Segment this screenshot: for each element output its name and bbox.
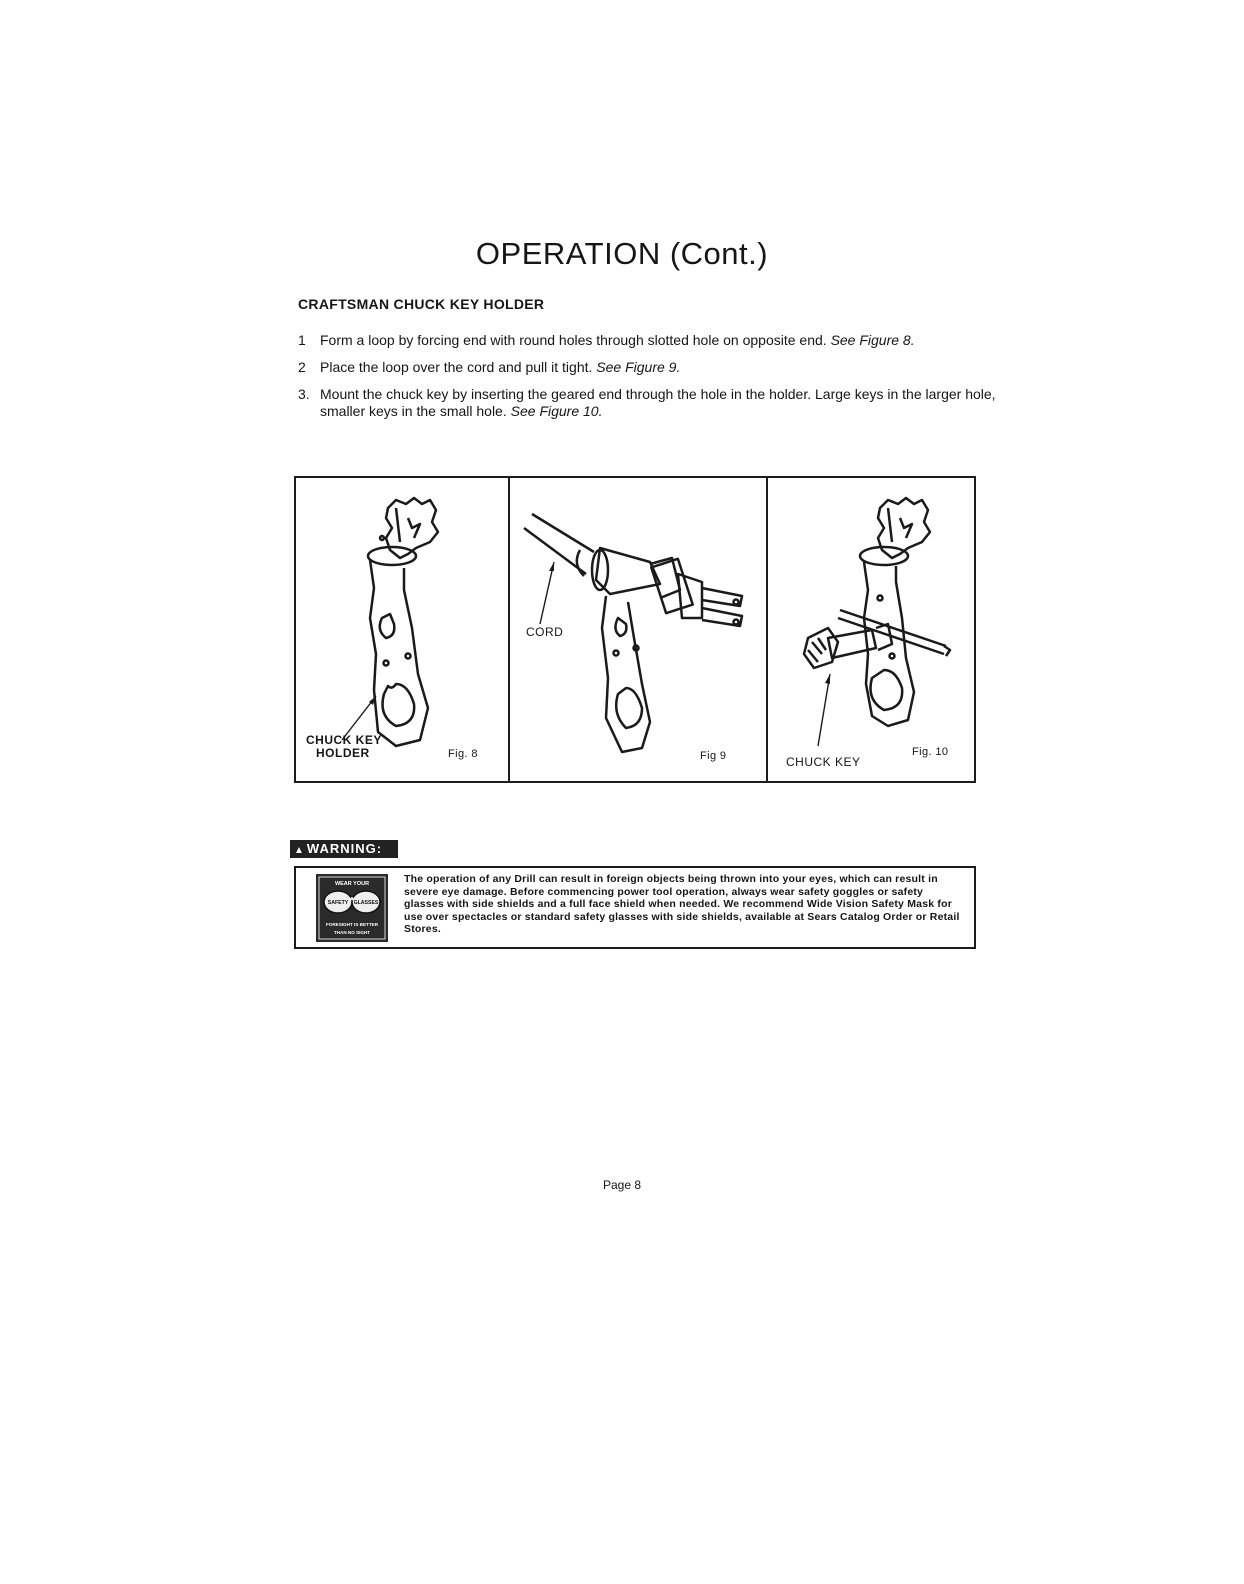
warning-badge bbox=[290, 840, 398, 858]
figure-label: Fig. 8 bbox=[448, 748, 478, 760]
instruction-list bbox=[298, 332, 1000, 430]
instruction-step bbox=[298, 359, 1000, 376]
callout-chuck-key: CHUCK KEY bbox=[786, 755, 861, 769]
figure-10 bbox=[766, 478, 976, 781]
instruction-step bbox=[298, 332, 1000, 349]
graphic-bottom-text-1: FORESIGHT IS BETTER bbox=[325, 922, 379, 927]
graphic-left-text: SAFETY bbox=[327, 900, 349, 906]
callout-cord: CORD bbox=[526, 625, 564, 639]
page-number: Page 8 bbox=[602, 1178, 642, 1192]
callout-chuck-key-holder-line2: HOLDER bbox=[316, 746, 370, 760]
step-number: 3. bbox=[298, 386, 310, 402]
step-number: 2 bbox=[298, 359, 306, 375]
figure-9 bbox=[508, 478, 768, 781]
graphic-bottom-text-2: THAN NO SIGHT bbox=[333, 930, 371, 935]
figure-reference: See Figure 9. bbox=[596, 359, 681, 375]
page-title: OPERATION (Cont.) bbox=[475, 236, 769, 271]
callout-chuck-key-holder-line1: CHUCK KEY bbox=[306, 733, 382, 747]
safety-glasses-icon bbox=[316, 874, 388, 942]
figure-label: Fig 9 bbox=[700, 750, 727, 762]
instruction-step bbox=[298, 386, 1000, 420]
graphic-right-text: GLASSES bbox=[353, 900, 379, 906]
step-text: Form a loop by forcing end with round holes through slotted hole on opposite end. bbox=[320, 332, 827, 348]
warning-badge-label: WARNING: bbox=[306, 841, 383, 856]
chuck-key-mounted-illustration bbox=[768, 478, 974, 781]
figure-label: Fig. 10 bbox=[912, 746, 949, 758]
step-text: Mount the chuck key by inserting the geared end through the hole in the holder. Large keys in the larger hole, smaller keys in the small hole. bbox=[320, 386, 996, 419]
step-text: Place the loop over the cord and pull it tight. bbox=[320, 359, 593, 375]
figure-reference: See Figure 8. bbox=[830, 332, 915, 348]
figure-8 bbox=[296, 478, 508, 781]
figure-reference: See Figure 10. bbox=[510, 403, 603, 419]
section-heading: CRAFTSMAN CHUCK KEY HOLDER bbox=[298, 296, 545, 312]
figure-panel bbox=[294, 476, 976, 783]
graphic-top-text: WEAR YOUR bbox=[334, 881, 370, 887]
step-number: 1 bbox=[298, 332, 306, 348]
warning-box bbox=[294, 866, 976, 949]
warning-text: The operation of any Drill can result in foreign objects being thrown into your eyes, which can result in severe eye damage. Before commencing power tool operation, always wear safety goggles or safety glasses with side shields and a full face shield when needed. We recommend Wide Vision Safety Mask for use over spectacles or standard safety glasses with side shields, available at Sears Catalog Order or Retail Stores. bbox=[404, 873, 960, 935]
warning-triangle-icon: ▲ bbox=[294, 845, 305, 856]
